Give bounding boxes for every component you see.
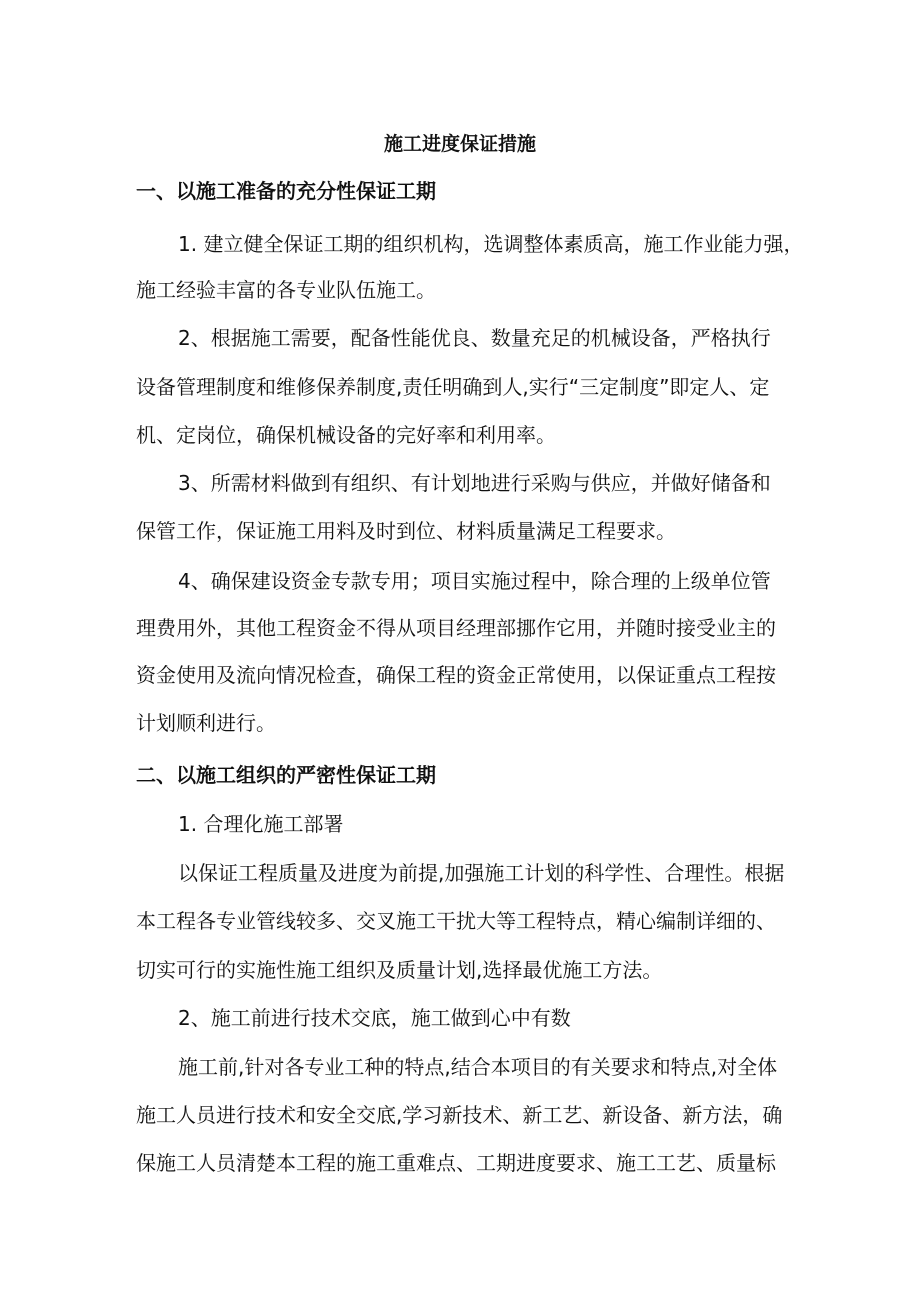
- paragraph-line: 切实可行的实施性施工组织及质量计划,选择最优施工方法。: [136, 958, 663, 982]
- paragraph-line: 机、定岗位，确保机械设备的完好率和利用率。: [136, 423, 556, 447]
- subheading-line: 1. 合理化施工部署: [178, 812, 344, 836]
- paragraph-line: 4、确保建设资金专款专用；项目实施过程中，除合理的上级单位管: [178, 569, 771, 593]
- paragraph-line: 1. 建立健全保证工期的组织机构，选调整体素质高，施工作业能力强，: [178, 232, 804, 256]
- document-title: 施工进度保证措施: [383, 133, 536, 155]
- section2-heading: 二、以施工组织的严密性保证工期: [136, 763, 436, 787]
- section1-heading: 一、以施工准备的充分性保证工期: [136, 179, 436, 203]
- paragraph-line: 保管工作，保证施工用料及时到位、材料质量满足工程要求。: [136, 519, 676, 543]
- paragraph-line: 设备管理制度和维修保养制度,责任明确到人,实行“三定制度”即定人、定: [136, 375, 770, 399]
- paragraph-line: 保施工人员清楚本工程的施工重难点、工期进度要求、施工工艺、质量标: [136, 1151, 776, 1175]
- paragraph-line: 以保证工程质量及进度为前提,加强施工计划的科学性、合理性。根据: [178, 861, 785, 885]
- paragraph-line: 施工前,针对各专业工种的特点,结合本项目的有关要求和特点,对全体: [178, 1055, 778, 1079]
- paragraph-line: 本工程各专业管线较多、交叉施工干扰大等工程特点，精心编制详细的、: [136, 909, 776, 933]
- paragraph-line: 理费用外，其他工程资金不得从项目经理部挪作它用，并随时接受业主的: [136, 616, 776, 640]
- paragraph-line: 计划顺利进行。: [136, 711, 276, 735]
- paragraph-line: 2、根据施工需要，配备性能优良、数量充足的机械设备，严格执行: [178, 326, 771, 350]
- paragraph-line: 施工经验丰富的各专业队伍施工。: [136, 278, 436, 302]
- paragraph-line: 施工人员进行技术和安全交底,学习新技术、新工艺、新设备、新方法，确: [136, 1103, 783, 1127]
- subheading-line: 2、施工前进行技术交底，施工做到心中有数: [178, 1006, 571, 1030]
- paragraph-line: 资金使用及流向情况检查，确保工程的资金正常使用，以保证重点工程按: [136, 663, 776, 687]
- paragraph-line: 3、所需材料做到有组织、有计划地进行采购与供应，并做好储备和: [178, 471, 771, 495]
